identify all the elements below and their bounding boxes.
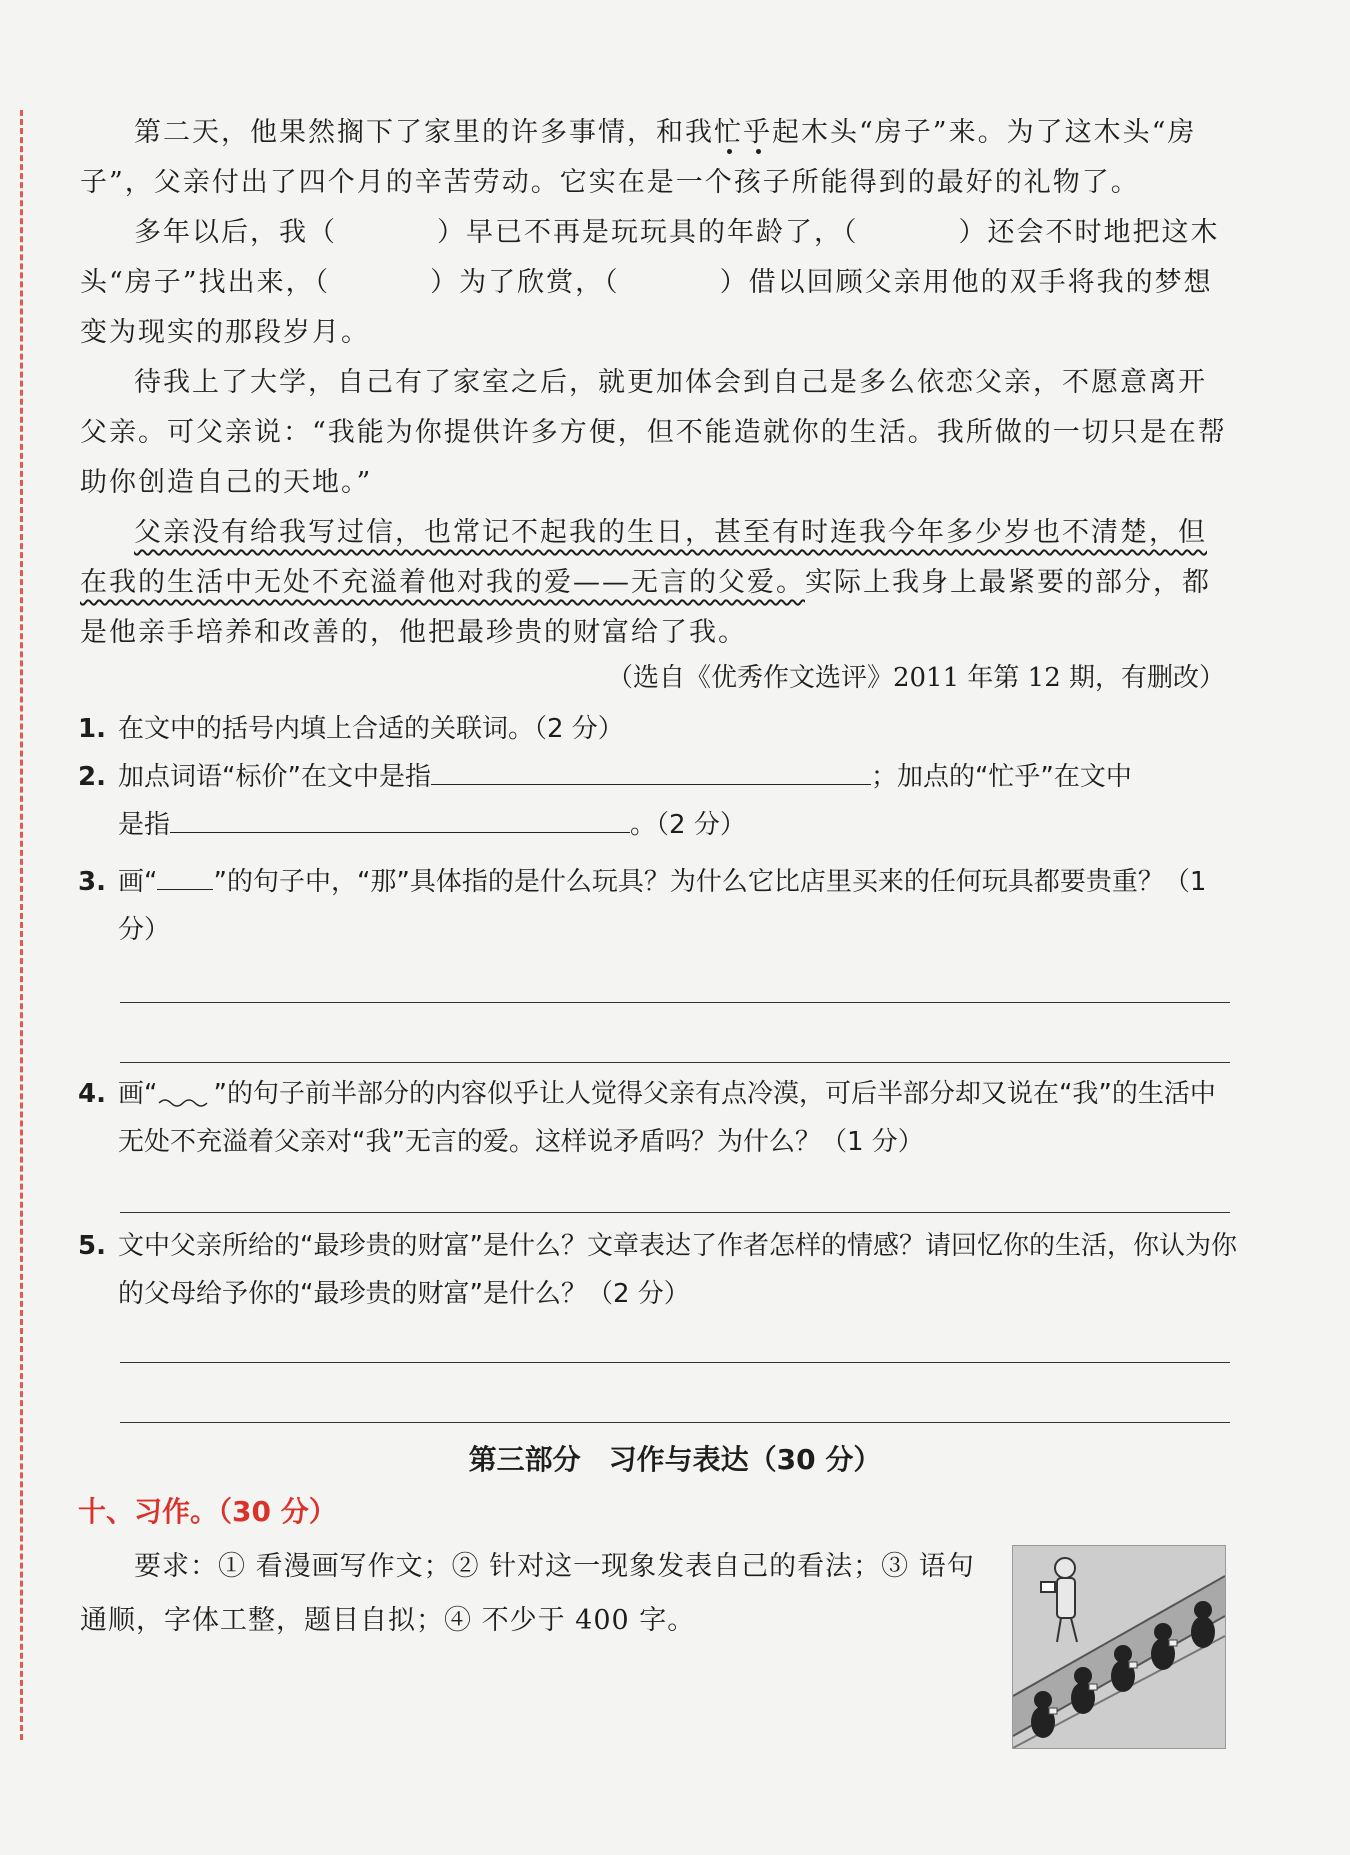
section-title: 十、习作。（30 分）: [78, 1495, 337, 1528]
escalator-cartoon-image: [1012, 1545, 1226, 1749]
question-1: 1. 在文中的括号内填上合适的关联词。（2 分）: [78, 714, 624, 744]
straight-underline-sample: [157, 863, 213, 890]
passage-paragraph-4: 父亲没有给我写过信，也常记不起我的生日，甚至有时连我今年多少岁也不清楚，但在我的生活中无处不充溢着他对我的爱——无言的父爱。实际上我身上最紧要的部分，都是他亲手培养和改善的，他把最珍贵的财富给了我。: [80, 517, 1211, 648]
question-4: 4. 画“ ”的句子前半部分的内容似乎让人觉得父亲有点冷漠，可后半部分却又说在“我”的生活中无处不充溢着父亲对“我”无言的爱。这样说矛盾吗？为什么？（1 分）: [78, 1079, 1216, 1157]
answer-blank[interactable]: [170, 806, 630, 833]
composition-requirement: 要求：① 看漫画写作文；② 针对这一现象发表自己的看法；③ 语句通顺，字体工整，题目自拟；④ 不少于 400 字。: [80, 1551, 975, 1636]
wavy-underlined-sentence: 父亲没有给我写过信，也常记不起我的生日，甚至有时连我今年多少岁也不清楚，但在我的生活中无处不充溢着他对我的爱——无言的父爱。: [80, 517, 1207, 598]
passage-paragraph-3: 待我上了大学，自己有了家室之后，就更加体会到自己是多么依恋父亲，不愿意离开父亲。可父亲说：“我能为你提供许多方便，但不能造就你的生活。我所做的一切只是在帮助你创造自己的天地。”: [80, 367, 1227, 498]
answer-line[interactable]: [120, 1212, 1230, 1213]
wavy-underline-sample: [157, 1096, 213, 1110]
dotted-char: 乎: [743, 117, 772, 148]
answer-line[interactable]: [120, 1062, 1230, 1063]
question-3: 3. 画“ ”的句子中，“那”具体指的是什么玩具？为什么它比店里买来的任何玩具都要贵重？（1 分）: [78, 858, 1238, 954]
binding-margin-line: [20, 110, 23, 1740]
part-title: 第三部分 习作与表达（30 分）: [468, 1443, 882, 1476]
answer-line[interactable]: [120, 1422, 1230, 1423]
passage-paragraph-2: 多年以后，我（ ）早已不再是玩玩具的年龄了，（ ）还会不时地把这木头“房子”找出来，（ ）为了欣赏，（ ）借以回顾父亲用他的双手将我的梦想变为现实的那段岁月。: [80, 217, 1220, 348]
passage-paragraph-1: 第二天，他果然搁下了家里的许多事情，和我忙乎起木头“房子”来。为了这木头“房子”，父亲付出了四个月的辛苦劳动。它实在是一个孩子所能得到的最好的礼物了。: [80, 117, 1197, 198]
answer-line[interactable]: [120, 1002, 1230, 1003]
answer-blank[interactable]: [431, 758, 871, 785]
question-2: 2. 加点词语“标价”在文中是指 ；加点的“忙乎”在文中 是指 。（2 分）: [78, 753, 1238, 849]
dotted-char: 忙: [714, 117, 743, 148]
answer-line[interactable]: [120, 1362, 1230, 1363]
passage-source: （选自《优秀作文选评》2011 年第 12 期，有删改）: [606, 663, 1225, 693]
question-5: 5. 文中父亲所给的“最珍贵的财富”是什么？文章表达了作者怎样的情感？请回忆你的生活，你认为你的父母给予你的“最珍贵的财富”是什么？（2 分）: [78, 1231, 1237, 1309]
